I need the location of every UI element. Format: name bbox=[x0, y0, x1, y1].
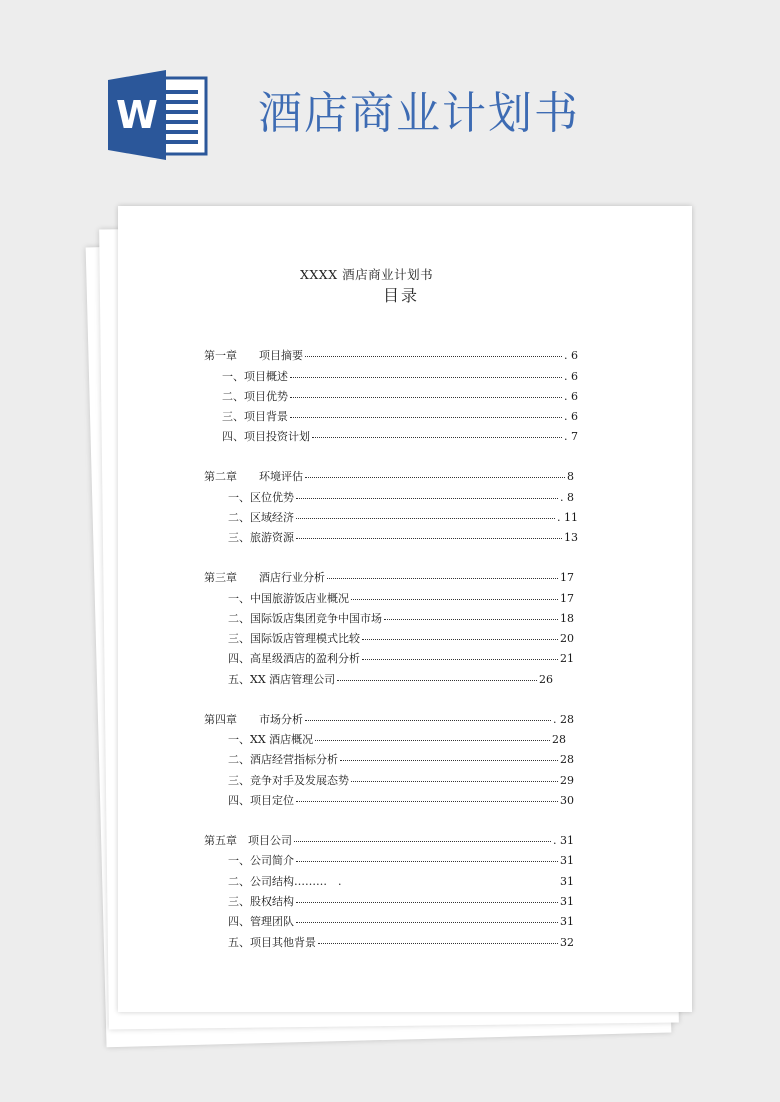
toc-entry-page: 13 bbox=[564, 531, 578, 544]
toc-entry-label: 二、国际饭店集团竞争中国市场 bbox=[228, 612, 382, 625]
toc-entry bbox=[228, 852, 574, 868]
toc-entry-page: . 11 bbox=[557, 511, 578, 524]
toc-entry bbox=[228, 893, 574, 909]
toc-dot-leader bbox=[290, 388, 562, 398]
toc-entry-page: 31 bbox=[560, 854, 574, 867]
toc-entry-page: 17 bbox=[560, 571, 574, 584]
toc-dot-leader bbox=[344, 873, 559, 883]
toc-entry bbox=[228, 630, 574, 646]
toc-entry bbox=[228, 751, 574, 767]
toc-entry bbox=[228, 913, 574, 929]
toc-entry-label: 一、公司简介 bbox=[228, 854, 294, 867]
toc-dot-leader bbox=[318, 934, 558, 944]
toc-entry-page: 31 bbox=[560, 915, 574, 928]
toc-entry-label: 三、项目背景 bbox=[222, 410, 288, 423]
toc-dot-leader bbox=[290, 408, 562, 418]
toc-dot-leader bbox=[315, 731, 550, 741]
toc-entry-label: 三、股权结构 bbox=[228, 895, 294, 908]
toc-entry-page: . 6 bbox=[564, 390, 578, 403]
document-subtitle: 目录 bbox=[383, 286, 420, 305]
toc-entry bbox=[222, 428, 578, 444]
toc-entry-page: . 31 bbox=[553, 834, 574, 847]
toc-dot-leader bbox=[296, 893, 558, 903]
toc-entry bbox=[222, 368, 578, 384]
toc-entry-page: . 28 bbox=[553, 713, 574, 726]
toc-dot-leader bbox=[327, 569, 558, 579]
toc-entry-page: . 6 bbox=[564, 370, 578, 383]
toc-dot-leader bbox=[296, 792, 558, 802]
toc-entry bbox=[228, 489, 574, 505]
toc-dot-leader bbox=[337, 671, 537, 681]
toc-entry-label: 一、项目概述 bbox=[222, 370, 288, 383]
toc-entry bbox=[204, 468, 574, 484]
toc-entry-label: 一、中国旅游饭店业概况 bbox=[228, 592, 349, 605]
toc-entry-label: 五、XX 酒店管理公司 bbox=[228, 673, 336, 686]
toc-entry-page: 29 bbox=[560, 774, 574, 787]
toc-dot-leader bbox=[312, 428, 562, 438]
toc-dot-leader bbox=[296, 529, 562, 539]
header-title: 酒店商业计划书 bbox=[258, 88, 580, 139]
toc-entry-label: 一、XX 酒店概况 bbox=[228, 733, 314, 746]
document-title: XXXX 酒店商业计划书 bbox=[300, 267, 434, 282]
toc-entry-page: . 7 bbox=[564, 430, 578, 443]
toc-entry bbox=[222, 408, 578, 424]
toc-entry bbox=[222, 388, 578, 404]
toc-entry bbox=[228, 509, 578, 525]
toc-entry bbox=[228, 529, 578, 545]
toc-dot-leader bbox=[384, 610, 558, 620]
toc-dot-leader bbox=[305, 711, 551, 721]
toc-entry-label: 第二章 环境评估 bbox=[204, 470, 303, 483]
toc-entry-page: 28 bbox=[552, 733, 566, 746]
toc-dot-leader bbox=[351, 590, 558, 600]
toc-entry-page: 28 bbox=[560, 753, 574, 766]
toc-entry-page: . 6 bbox=[564, 410, 578, 423]
toc-entry bbox=[204, 832, 574, 848]
toc-entry-page: 32 bbox=[560, 936, 574, 949]
toc-entry-label: 二、项目优势 bbox=[222, 390, 288, 403]
toc-entry bbox=[204, 347, 578, 363]
toc-entry-label: 三、旅游资源 bbox=[228, 531, 294, 544]
toc-entry-label: 四、项目投资计划 bbox=[222, 430, 310, 443]
toc-entry bbox=[228, 610, 574, 626]
toc-entry bbox=[228, 671, 553, 687]
toc-entry-label: 三、国际饭店管理模式比较 bbox=[228, 632, 360, 645]
toc-entry-label: 四、高星级酒店的盈利分析 bbox=[228, 652, 360, 665]
toc-dot-leader bbox=[305, 468, 565, 478]
toc-dot-leader bbox=[362, 650, 558, 660]
toc-entry-page: 18 bbox=[560, 612, 574, 625]
toc-entry bbox=[228, 731, 566, 747]
toc-entry-page: 26 bbox=[539, 673, 553, 686]
toc-entry-page: . 8 bbox=[560, 491, 574, 504]
toc-entry-page: 20 bbox=[560, 632, 574, 645]
toc-entry-page: 17 bbox=[560, 592, 574, 605]
toc-entry-label: 一、区位优势 bbox=[228, 491, 294, 504]
toc-entry-label: 五、项目其他背景 bbox=[228, 936, 316, 949]
toc-entry bbox=[228, 590, 574, 606]
toc-dot-leader bbox=[296, 509, 555, 519]
toc-entry-label: 四、管理团队 bbox=[228, 915, 294, 928]
toc-entry-label: 第一章 项目摘要 bbox=[204, 349, 303, 362]
toc-entry-label: 二、区域经济 bbox=[228, 511, 294, 524]
toc-entry bbox=[228, 650, 574, 666]
toc-entry bbox=[228, 772, 574, 788]
toc-entry-label: 四、项目定位 bbox=[228, 794, 294, 807]
toc-entry bbox=[204, 569, 574, 585]
toc-entry-page: 31 bbox=[560, 895, 574, 908]
toc-entry-label: 二、公司结构……… . bbox=[228, 875, 342, 888]
toc-entry-label: 第五章 项目公司 bbox=[204, 834, 292, 847]
toc-dot-leader bbox=[351, 772, 558, 782]
toc-entry-label: 三、竞争对手及发展态势 bbox=[228, 774, 349, 787]
svg-text:W: W bbox=[116, 93, 158, 137]
toc-entry-label: 二、酒店经营指标分析 bbox=[228, 753, 338, 766]
toc-entry-page: 31 bbox=[560, 875, 574, 888]
toc-entry-page: 8 bbox=[567, 470, 574, 483]
toc-entry-label: 第四章 市场分析 bbox=[204, 713, 303, 726]
toc-dot-leader bbox=[294, 832, 551, 842]
toc-entry bbox=[204, 711, 574, 727]
toc-entry bbox=[228, 792, 574, 808]
toc-entry bbox=[228, 873, 574, 889]
toc-dot-leader bbox=[362, 630, 558, 640]
toc-entry bbox=[228, 934, 574, 950]
toc-dot-leader bbox=[296, 489, 558, 499]
toc-dot-leader bbox=[305, 347, 562, 357]
toc-entry-page: 30 bbox=[560, 794, 574, 807]
toc-dot-leader bbox=[296, 852, 558, 862]
toc-dot-leader bbox=[290, 368, 562, 378]
toc-dot-leader bbox=[340, 751, 558, 761]
toc-entry-label: 第三章 酒店行业分析 bbox=[204, 571, 325, 584]
toc-entry-page: 21 bbox=[560, 652, 574, 665]
toc-dot-leader bbox=[296, 913, 558, 923]
toc-entry-page: . 6 bbox=[564, 349, 578, 362]
